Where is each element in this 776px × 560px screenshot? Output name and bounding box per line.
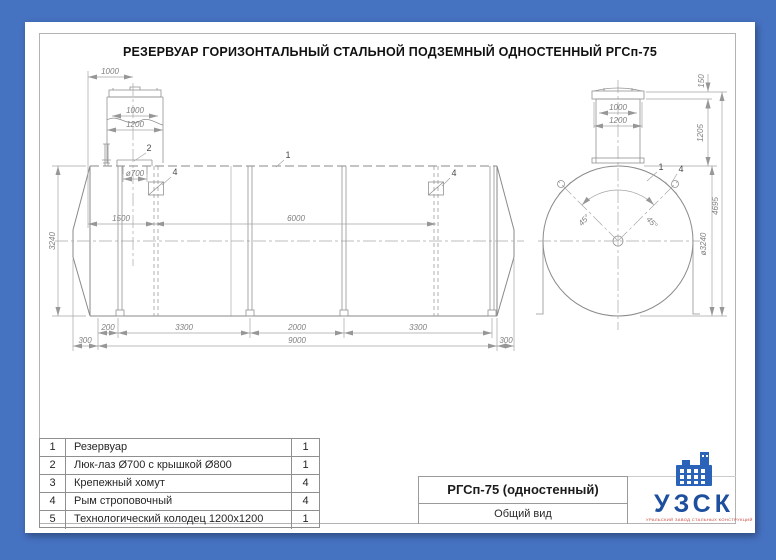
part-number: 1 [40,439,66,456]
dim-end-right: 300 [499,336,513,345]
dim-neck-height: 1205 [696,124,705,142]
table-row [40,439,319,457]
side-extension-lines [52,71,514,351]
uzsk-logo [646,452,753,522]
part-name: Рым строповочный [74,495,173,507]
table-row [40,457,319,475]
side-callouts [134,143,457,186]
callout-end-tank: 1 [658,162,664,172]
part-quantity: 4 [291,493,319,510]
part-name: Крепежный хомут [74,477,165,489]
part-quantity: 1 [291,511,319,529]
table-row [40,475,319,493]
callout-tank: 1 [285,150,291,160]
callout-lug-right: 4 [451,168,457,178]
part-quantity: 4 [291,475,319,492]
model-name: РГСп-75 (одностенный) [419,477,627,504]
logo-text: УЗСК [654,490,734,518]
parts-table [39,438,320,528]
dim-shell-height: 3240 [48,232,57,250]
callout-manhole: 2 [146,143,152,153]
dim-total-length: 9000 [288,336,306,345]
table-row [40,493,319,511]
dim-well-outer: 1200 [126,120,144,129]
dim-diameter: ø3240 [699,232,708,256]
end-view [536,74,727,330]
tank-outline [55,166,524,316]
dim-well-width: 1000 [126,106,144,115]
dim-total-height: 4695 [711,197,720,215]
dim-seg-3300a: 3300 [175,323,193,332]
dim-end-left: 300 [78,336,92,345]
part-number: 4 [40,493,66,510]
dim-neck-outer: 1200 [609,116,627,125]
part-quantity: 1 [291,457,319,474]
part-number: 2 [40,457,66,474]
dim-seg-3300b: 3300 [409,323,427,332]
callout-lug-left: 4 [172,167,178,177]
title-block [418,476,628,524]
dim-seg-2000: 2000 [288,323,306,332]
dim-lug-first: 1500 [112,214,130,223]
dim-cover-height: 150 [697,74,706,88]
dim-manhole-dia: ø700 [125,169,145,178]
part-name: Резервуар [74,441,128,453]
dim-angle-left: 45° [576,212,592,228]
dim-seg-200: 200 [101,323,115,332]
end-extension-lines [594,92,727,316]
part-quantity: 1 [291,439,319,456]
dim-neck-width: 1000 [609,103,627,112]
part-name: Люк-лаз Ø700 с крышкой Ø800 [74,459,232,471]
side-view [48,67,524,351]
drawing-title: РЕЗЕРВУАР ГОРИЗОНТАЛЬНЫЙ СТАЛЬНОЙ ПОДЗЕМНЫЙ ОДНОСТЕННЫЙ РГСп-75 [122,45,658,59]
dim-angle-right: 45° [644,214,660,230]
view-name: Общий вид [494,508,552,520]
factory-icon [673,452,715,486]
part-number: 3 [40,475,66,492]
callout-end-lug: 4 [678,164,684,174]
part-name: Технологический колодец 1200х1200 [74,513,264,525]
dim-neck-offset: 1000 [101,67,119,76]
dim-lug-span: 6000 [287,214,305,223]
logo-subtext: УРАЛЬСКИЙ ЗАВОД СТАЛЬНЫХ КОНСТРУКЦИЙ [646,517,753,522]
end-callouts [647,162,684,182]
table-row [40,511,319,529]
part-number: 5 [40,511,66,529]
side-dimension-lines [58,77,514,346]
